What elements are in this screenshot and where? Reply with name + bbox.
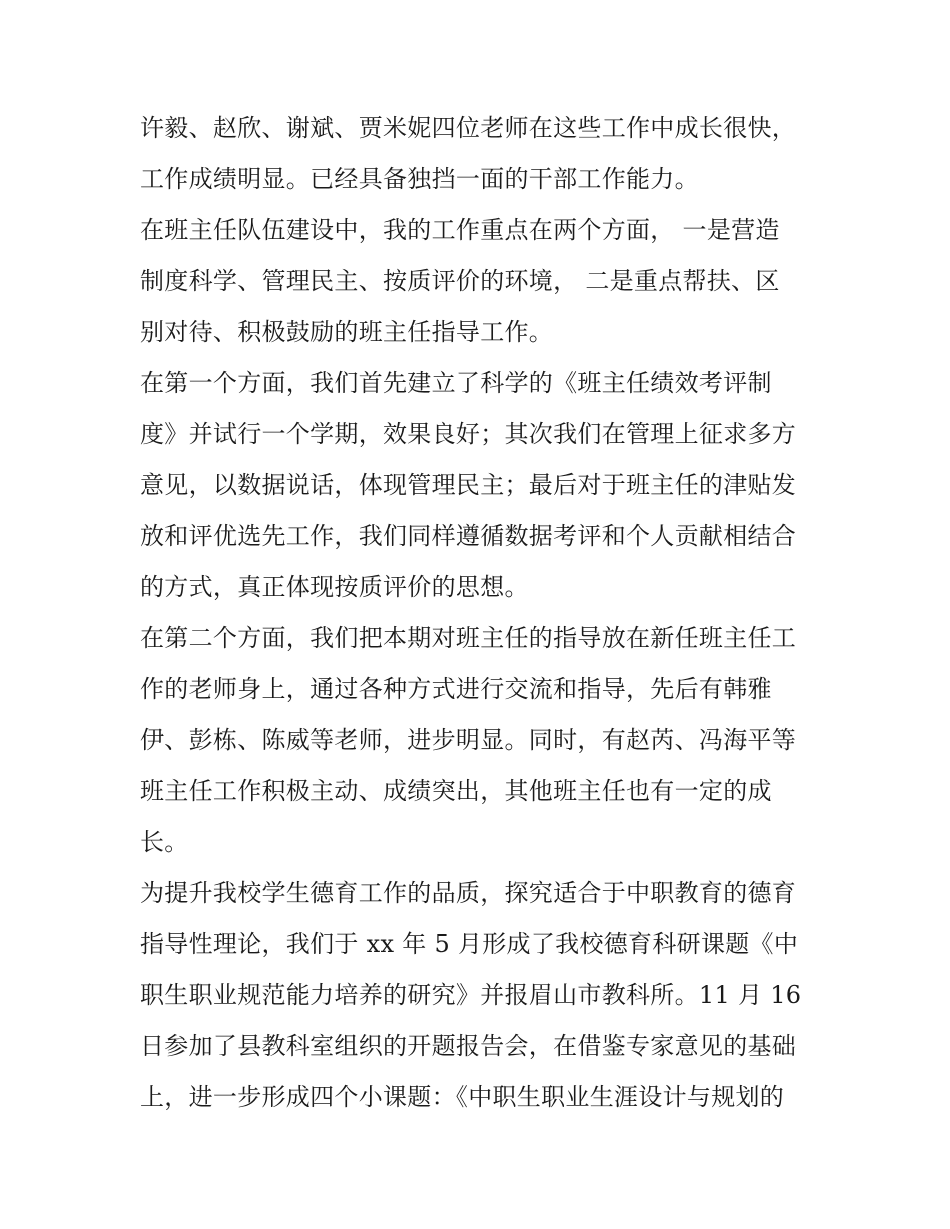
text-line: 别对待、积极鼓励的班主任指导工作。	[140, 318, 554, 346]
text-line: 的方式，真正体现按质评价的思想。	[140, 573, 529, 601]
text-line: 在班主任队伍建设中，我的工作重点在两个方面， 一是营造	[140, 216, 780, 244]
text-line: 意见，以数据说话，体现管理民主；最后对于班主任的津贴发	[140, 471, 797, 499]
text-line: 班主任工作积极主动、成绩突出，其他班主任也有一定的成	[140, 777, 772, 805]
text-line: 职生职业规范能力培养的研究》并报眉山市教科所。11 月 16	[140, 981, 802, 1009]
text-line: 长。	[140, 828, 189, 856]
text-line: 伊、彭栋、陈威等老师，进步明显。同时，有赵芮、冯海平等	[140, 726, 797, 754]
text-line: 许毅、赵欣、谢斌、贾米妮四位老师在这些工作中成长很快，	[140, 114, 797, 142]
text-line: 日参加了县教科室组织的开题报告会，在借鉴专家意见的基础	[140, 1032, 797, 1060]
text-line: 为提升我校学生德育工作的品质，探究适合于中职教育的德育	[140, 879, 797, 907]
text-line: 指导性理论，我们于 xx 年 5 月形成了我校德育科研课题《中	[140, 930, 799, 958]
text-line: 制度科学、管理民主、按质评价的环境， 二是重点帮扶、区	[140, 267, 780, 295]
text-line: 工作成绩明显。已经具备独挡一面的干部工作能力。	[140, 165, 699, 193]
text-line: 在第一个方面，我们首先建立了科学的《班主任绩效考评制	[140, 369, 772, 397]
text-line: 放和评优选先工作，我们同样遵循数据考评和个人贡献相结合	[140, 522, 797, 550]
text-line: 作的老师身上，通过各种方式进行交流和指导，先后有韩雅	[140, 675, 772, 703]
text-line: 度》并试行一个学期，效果良好；其次我们在管理上征求多方	[140, 420, 797, 448]
text-line: 上，进一步形成四个小课题：《中职生职业生涯设计与规划的	[140, 1083, 785, 1111]
text-line: 在第二个方面，我们把本期对班主任的指导放在新任班主任工	[140, 624, 797, 652]
